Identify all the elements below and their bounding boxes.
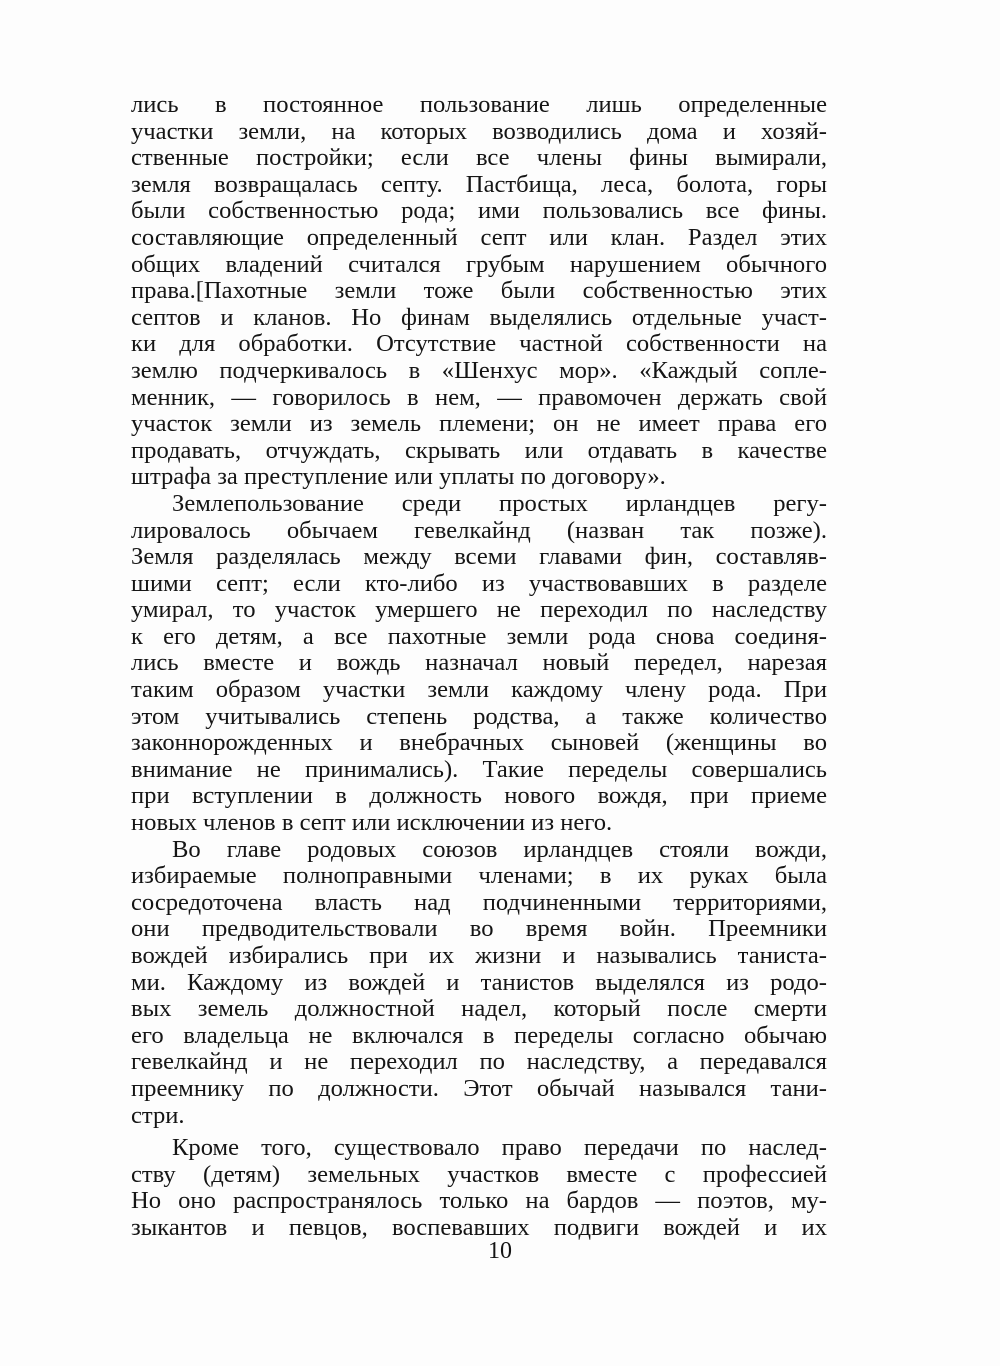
- text-line: зыкантов и певцов, воспевавших подвиги вождей и их: [131, 1214, 827, 1241]
- text-line: общих владений считался грубым нарушением обычного: [131, 251, 827, 278]
- text-line: шими септ; если кто-либо из участвовавших в разделе: [131, 570, 827, 597]
- text-line: участок земли из земель племени; он не имеет права его: [131, 411, 827, 438]
- text-line: к его детям, а все пахотные земли рода снова соединя-: [131, 623, 827, 650]
- text-line: преемнику по должности. Этот обычай назывался тани-: [131, 1075, 827, 1102]
- text-line: лись вместе и вождь назначал новый передел, нарезая: [131, 650, 827, 677]
- text-line: лись в постоянное пользование лишь определенные: [131, 92, 827, 118]
- text-line: землю подчеркивалось в «Шенхус мор». «Каждый сопле-: [131, 357, 827, 384]
- text-line: сосредоточена власть над подчиненными территориями,: [131, 889, 827, 916]
- text-line: ки для обработки. Отсутствие частной собственности на: [131, 331, 827, 358]
- text-line: Во главе родовых союзов ирландцев стояли вожди,: [172, 836, 827, 863]
- text-line: септов и кланов. Но финам выделялись отдельные участ-: [131, 304, 827, 331]
- text-line: составляющие определенный септ или клан. Раздел этих: [131, 224, 827, 251]
- paragraph-2: [131, 491, 827, 837]
- page-number: 10: [488, 1238, 512, 1264]
- text-line: стри.: [131, 1102, 185, 1129]
- text-line: его владельца не включался в переделы согласно обычаю: [131, 1022, 827, 1049]
- text-line: Землепользование среди простых ирландцев регу-: [172, 490, 827, 517]
- paragraph-1: [131, 92, 827, 491]
- text-line: новых членов в септ или исключении из него.: [131, 810, 613, 837]
- text-line: Кроме того, существовало право передачи по наслед-: [172, 1135, 827, 1162]
- paragraph-3: [131, 837, 827, 1130]
- text-line: они предводительствовали во время войн. Преемники: [131, 916, 827, 943]
- paragraph-4: [131, 1135, 827, 1241]
- text-line: права.[Пахотные земли тоже были собственностью этих: [131, 278, 827, 305]
- text-line: ственные постройки; если все члены фины вымирали,: [131, 145, 827, 172]
- text-line: Земля разделялась между всеми главами фин, составляв-: [131, 544, 827, 571]
- text-line: продавать, отчуждать, скрывать или отдавать в качестве: [131, 437, 827, 464]
- text-line: избираемые полноправными членами; в их руках была: [131, 863, 827, 890]
- text-line: ству (детям) земельных участков вместе с профессией: [131, 1161, 827, 1188]
- text-line: вождей избирались при их жизни и назывались таниста-: [131, 943, 827, 969]
- text-line: земля возвращалась септу. Пастбища, леса, болота, горы: [131, 171, 827, 198]
- text-line: штрафа за преступление или уплаты по договору».: [131, 464, 666, 491]
- text-line: Но оно распространялось только на бардов — поэтов, му-: [131, 1188, 827, 1215]
- text-line: вых земель должностной надел, который после смерти: [131, 996, 827, 1023]
- text-line: внимание не принимались). Такие переделы совершались: [131, 756, 827, 783]
- text-line: лировалось обычаем гевелкайнд (назван так позже).: [131, 517, 827, 544]
- text-line: участки земли, на которых возводились дома и хозяй-: [131, 118, 827, 145]
- text-line: умирал, то участок умершего не переходил по наследству: [131, 597, 827, 624]
- text-line: при вступлении в должность нового вождя, при приеме: [131, 783, 827, 810]
- text-line: ми. Каждому из вождей и танистов выделялся из родо-: [131, 969, 827, 996]
- text-line: менник, — говорилось в нем, — правомочен держать свой: [131, 384, 827, 411]
- body-text: [131, 92, 827, 1242]
- text-line: законнорожденных и внебрачных сыновей (женщины во: [131, 730, 827, 757]
- text-line: таким образом участки земли каждому члену рода. При: [131, 677, 827, 704]
- text-line: были собственностью рода; ими пользовались все фины.: [131, 198, 827, 225]
- text-line: гевелкайнд и не переходил по наследству, а передавался: [131, 1049, 827, 1076]
- text-line: этом учитывались степень родства, а также количество: [131, 703, 827, 730]
